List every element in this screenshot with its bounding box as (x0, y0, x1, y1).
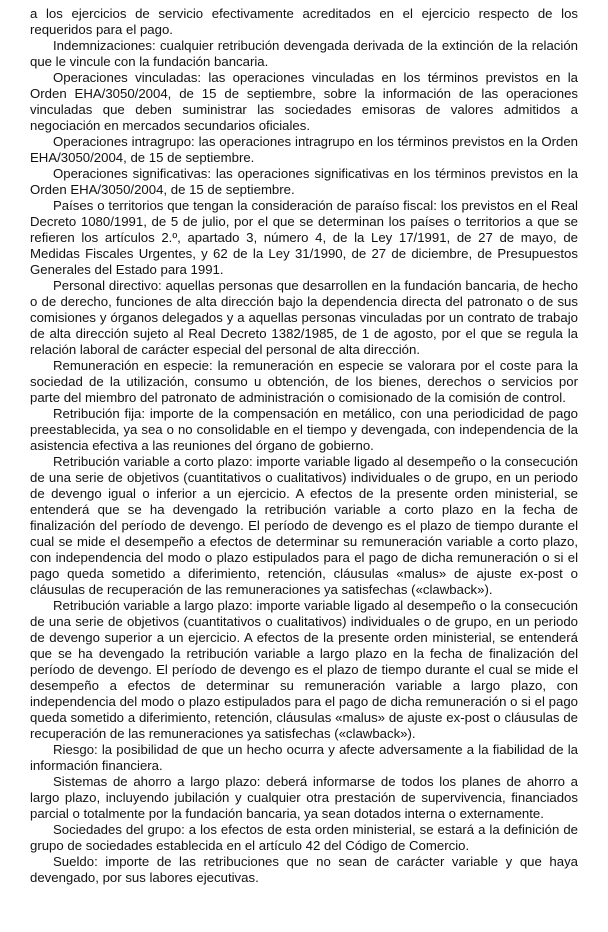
paragraph-retribucion-variable-largo: Retribución variable a largo plazo: importe variable ligado al desempeño o la consecución de una serie de objetivos (cuantitativos o cualitativos) individuales o de grupo, en un periodo de devengo superior a un ejercicio. A efectos de la presente orden ministerial, se entenderá que se ha devengado la retribución variable a largo plazo en la fecha de finalización del período de devengo. El período de devengo es el plazo de tiempo durante el cual se mide el desempeño a efectos de determinar su remuneración variable a largo plazo, con independencia del modo o plazo estipulados para el pago de dicha remuneración o si el pago queda sometido a diferimiento, retención, cláusulas «malus» de ajuste ex-post o cláusulas de recuperación de las remuneraciones ya satisfechas («clawback»). (30, 598, 578, 741)
paragraph-sociedades-grupo: Sociedades del grupo: a los efectos de esta orden ministerial, se estará a la definición de grupo de sociedades establecida en el artículo 42 del Código de Comercio. (30, 822, 578, 853)
paragraph-continuation-pago: a los ejercicios de servicio efectivamente acreditados en el ejercicio respecto de los requeridos para el pago. (30, 6, 578, 37)
paragraph-sueldo: Sueldo: importe de las retribuciones que no sean de carácter variable y que haya devengado, por sus labores ejecutivas. (30, 854, 578, 885)
paragraph-sistemas-ahorro: Sistemas de ahorro a largo plazo: deberá informarse de todos los planes de ahorro a largo plazo, incluyendo jubilación y cualquier otra prestación de supervivencia, financiados parcial o totalmente por la fundación bancaria, ya sean dotados interna o externamente. (30, 774, 578, 821)
paragraph-riesgo: Riesgo: la posibilidad de que un hecho ocurra y afecte adversamente a la fiabilidad de la información financiera. (30, 742, 578, 773)
paragraph-operaciones-vinculadas: Operaciones vinculadas: las operaciones vinculadas en los términos previstos en la Orden EHA/3050/2004, de 15 de septiembre, sobre la información de las operaciones vinculadas que deben suministrar las sociedades emisoras de valores admitidos a negociación en mercados secundarios oficiales. (30, 70, 578, 133)
paragraph-indemnizaciones: Indemnizaciones: cualquier retribución devengada derivada de la extinción de la relación que le vincule con la fundación bancaria. (30, 38, 578, 69)
paragraph-retribucion-fija: Retribución fija: importe de la compensación en metálico, con una periodicidad de pago preestablecida, ya sea o no consolidable en el tiempo y devengada, con independencia de la asistencia efectiva a las reuniones del órgano de gobierno. (30, 406, 578, 453)
paragraph-personal-directivo: Personal directivo: aquellas personas que desarrollen en la fundación bancaria, de hecho o de derecho, funciones de alta dirección bajo la dependencia directa del patronato o de sus comisiones y órganos delegados y a aquellas personas vinculadas por un contrato de trabajo de alta dirección sujeto al Real Decreto 1382/1985, de 1 de agosto, por el que se regula la relación laboral de carácter especial del personal de alta dirección. (30, 278, 578, 357)
paragraph-retribucion-variable-corto: Retribución variable a corto plazo: importe variable ligado al desempeño o la consecución de una serie de objetivos (cuantitativos o cualitativos) individuales o de grupo, en un periodo de devengo igual o inferior a un ejercicio. A efectos de la presente orden ministerial, se entenderá que se ha devengado la retribución variable a corto plazo en la fecha de finalización del período de devengo. El período de devengo es el plazo de tiempo durante el cual se mide el desempeño a efectos de determinar su remuneración variable a corto plazo, con independencia del modo o plazo estipulados para el pago de dicha remuneración o si el pago queda sometido a diferimiento, retención, cláusulas «malus» de ajuste ex-post o cláusulas de recuperación de las remuneraciones ya satisfechas («clawback»). (30, 454, 578, 597)
paragraph-paraiso-fiscal: Países o territorios que tengan la consideración de paraíso fiscal: los previstos en el Real Decreto 1080/1991, de 5 de julio, por el que se determinan los países o territorios a que se refieren los artículos 2.º, apartado 3, número 4, de la Ley 17/1991, de 27 de mayo, de Medidas Fiscales Urgentes, y 62 de la Ley 31/1990, de 27 de diciembre, de Presupuestos Generales del Estado para 1991. (30, 198, 578, 277)
paragraph-operaciones-significativas: Operaciones significativas: las operaciones significativas en los términos previstos en la Orden EHA/3050/2004, de 15 de septiembre. (30, 166, 578, 197)
paragraph-remuneracion-especie: Remuneración en especie: la remuneración en especie se valorara por el coste para la sociedad de la utilización, consumo u obtención, de los bienes, derechos o servicios por parte del miembro del patronato de administración o comisionado de la comisión de control. (30, 358, 578, 405)
paragraph-operaciones-intragrupo: Operaciones intragrupo: las operaciones intragrupo en los términos previstos en la Orden EHA/3050/2004, de 15 de septiembre. (30, 134, 578, 165)
